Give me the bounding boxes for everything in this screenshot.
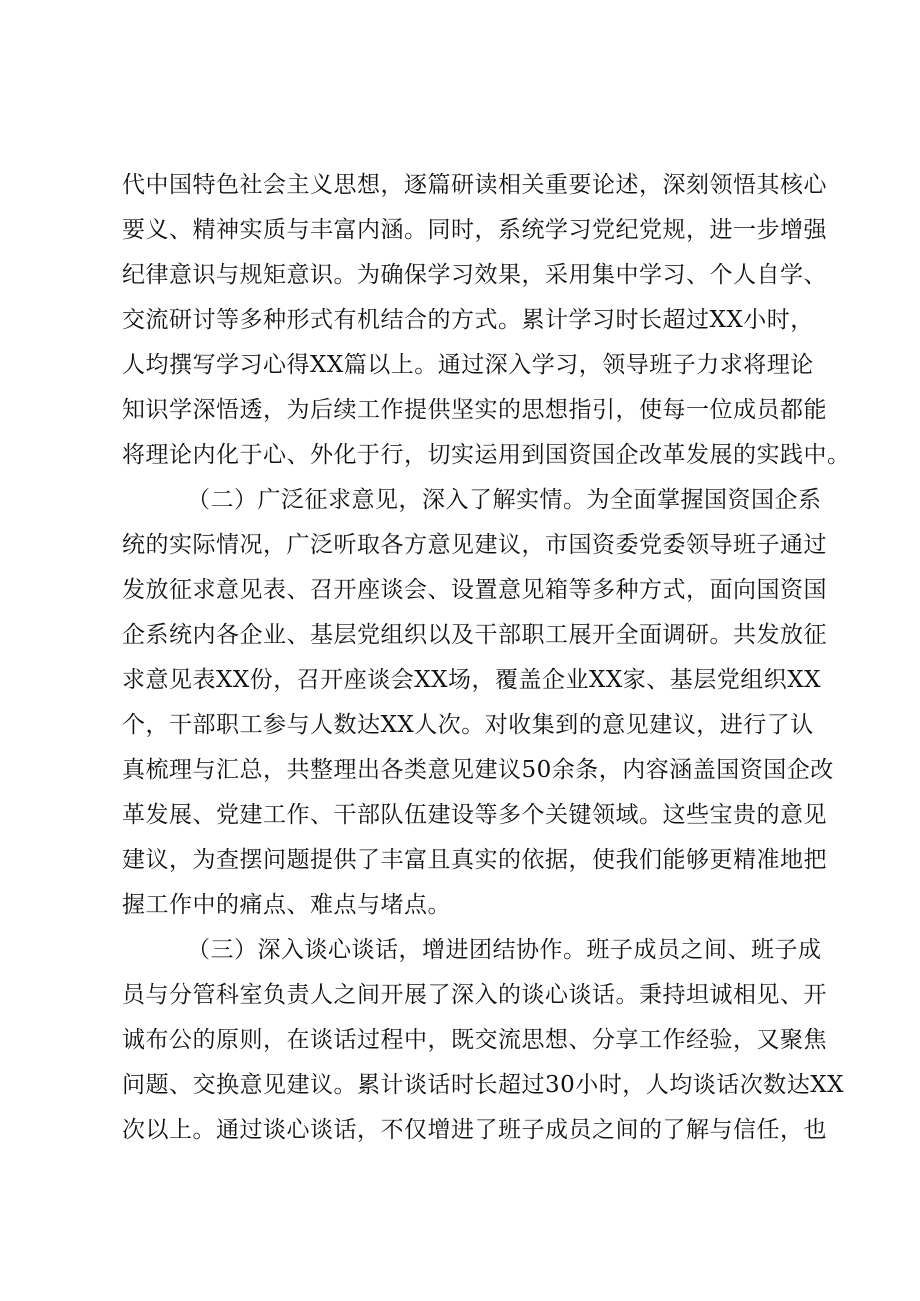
paragraph-line: 问题、交换意见建议。累计谈话时长超过30小时，人均谈话次数达XX [122,1072,845,1098]
paragraph-line: 知识学深悟透，为后续工作提供坚实的思想指引，使每一位成员都能 [122,397,827,423]
paragraph-line: 纪律意识与规矩意识。为确保学习效果，采用集中学习、个人自学、 [122,262,827,288]
paragraph-line: 握工作中的痛点、难点与堵点。 [122,892,451,918]
paragraph-line: 代中国特色社会主义思想，逐篇研读相关重要论述，深刻领悟其核心 [122,172,827,198]
paragraph-line: 真梳理与汇总，共整理出各类意见建议50余条，内容涵盖国资国企改 [122,757,834,783]
paragraph-line: 统的实际情况，广泛听取各方意见建议，市国资委党委领导班子通过 [122,532,827,558]
paragraph-line: 建议，为查摆问题提供了丰富且真实的依据，使我们能够更精准地把 [122,847,827,873]
paragraph-line: 要义、精神实质与丰富内涵。同时，系统学习党纪党规，进一步增强 [122,217,827,243]
paragraph-line: 个，干部职工参与人数达XX人次。对收集到的意见建议，进行了认 [122,712,814,738]
paragraph-line: 企系统内各企业、基层党组织以及干部职工展开全面调研。共发放征 [122,622,827,648]
paragraph-line: 求意见表XX份，召开座谈会XX场，覆盖企业XX家、基层党组织XX [122,667,821,693]
paragraph-line: 革发展、党建工作、干部队伍建设等多个关键领域。这些宝贵的意见 [122,802,827,828]
paragraph-line: 人均撰写学习心得XX篇以上。通过深入学习，领导班子力求将理论 [122,352,814,378]
section-heading-line: （三）深入谈心谈话，增进团结协作。班子成员之间、班子成 [187,937,822,963]
paragraph-line: 将理论内化于心、外化于行，切实运用到国资国企改革发展的实践中。 [122,442,851,468]
paragraph-line: 员与分管科室负责人之间开展了深入的谈心谈话。秉持坦诚相见、开 [122,982,827,1008]
section-heading-line: （二）广泛征求意见，深入了解实情。为全面掌握国资国企系 [187,487,822,513]
paragraph-line: 发放征求意见表、召开座谈会、设置意见箱等多种方式，面向国资国 [122,577,827,603]
paragraph-line: 交流研讨等多种形式有机结合的方式。累计学习时长超过XX小时， [122,307,814,333]
paragraph-line: 次以上。通过谈心谈话，不仅增进了班子成员之间的了解与信任，也 [122,1117,827,1143]
paragraph-line: 诚布公的原则，在谈话过程中，既交流思想、分享工作经验，又聚焦 [122,1027,827,1053]
